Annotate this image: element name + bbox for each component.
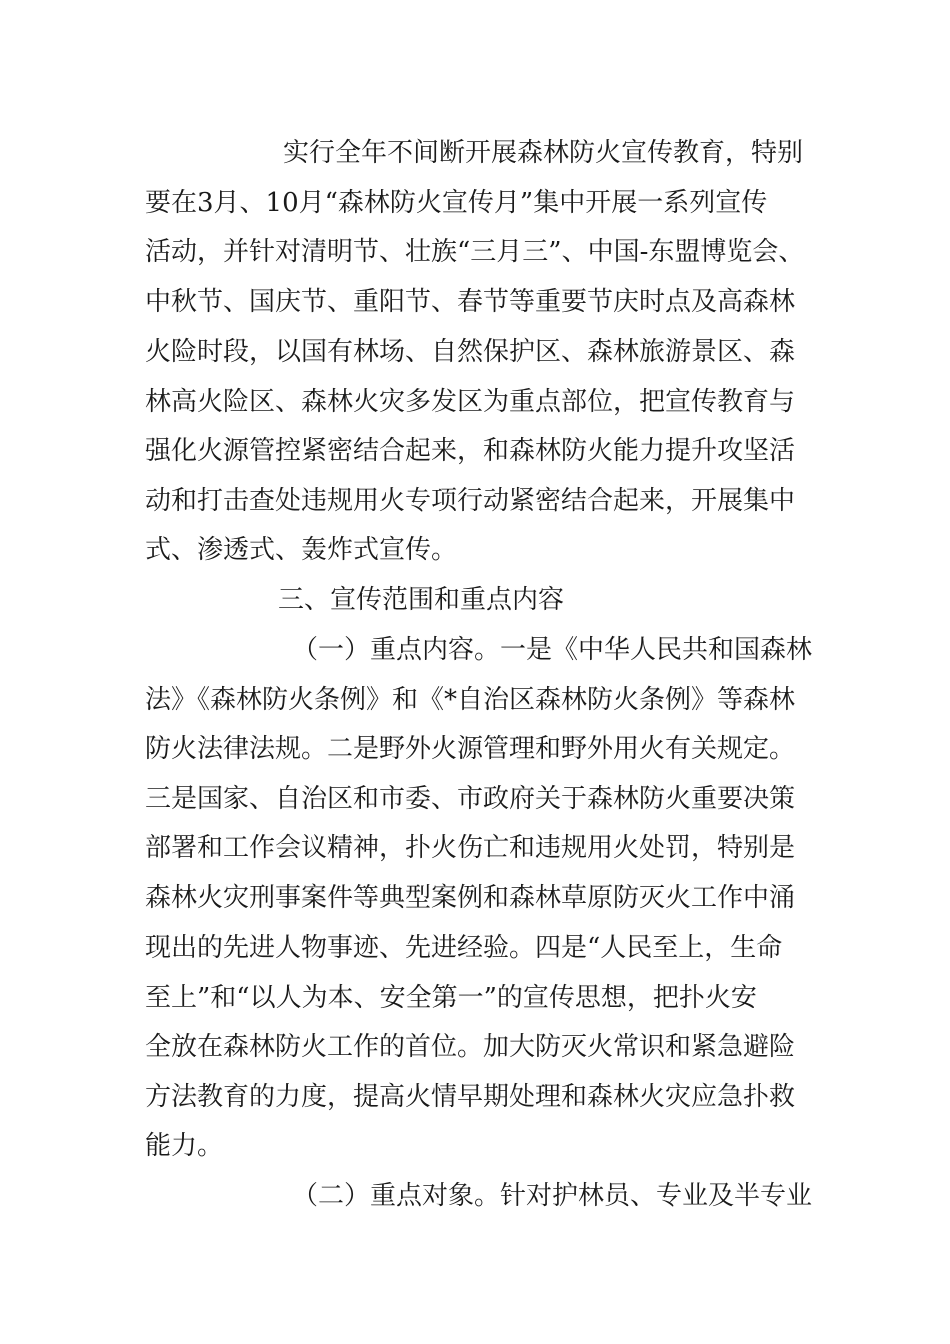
- paragraph-line: 至上”和“以人为本、安全第一”的宣传思想，把扑火安: [145, 983, 757, 1013]
- paragraph-line: 方法教育的力度，提高火情早期处理和森林火灾应急扑救: [145, 1082, 796, 1112]
- paragraph-line: 全放在森林防火工作的首位。加大防灭火常识和紧急避险: [145, 1032, 796, 1062]
- paragraph-line: （一）重点内容。一是《中华人民共和国森林: [292, 635, 813, 665]
- section-heading: 三、宣传范围和重点内容: [278, 585, 565, 615]
- paragraph-line: 要在3月、10月“森林防火宣传月”集中开展一系列宣传: [145, 188, 768, 218]
- paragraph-line: 火险时段，以国有林场、自然保护区、森林旅游景区、森: [145, 337, 796, 367]
- paragraph-line: 动和打击查处违规用火专项行动紧密结合起来，开展集中: [145, 486, 796, 516]
- paragraph-line: 三是国家、自治区和市委、市政府关于森林防火重要决策: [145, 784, 796, 814]
- paragraph-line: 实行全年不间断开展森林防火宣传教育，特别: [283, 138, 804, 168]
- paragraph-line: 中秋节、国庆节、重阳节、春节等重要节庆时点及高森林: [145, 287, 796, 317]
- paragraph-line: 能力。: [145, 1131, 224, 1161]
- paragraph-line: 强化火源管控紧密结合起来，和森林防火能力提升攻坚活: [145, 436, 796, 466]
- paragraph-line: （二）重点对象。针对护林员、专业及半专业: [292, 1181, 813, 1211]
- paragraph-line: 法》《森林防火条例》和《*自治区森林防火条例》等森林: [145, 685, 796, 715]
- paragraph-line: 活动，并针对清明节、壮族“三月三”、中国-东盟博览会、: [145, 237, 805, 267]
- paragraph-line: 防火法律法规。二是野外火源管理和野外用火有关规定。: [145, 734, 796, 764]
- paragraph-line: 林高火险区、森林火灾多发区为重点部位，把宣传教育与: [145, 387, 796, 417]
- paragraph-line: 式、渗透式、轰炸式宣传。: [145, 535, 458, 565]
- paragraph-line: 现出的先进人物事迹、先进经验。四是“人民至上，生命: [145, 933, 783, 963]
- paragraph-line: 森林火灾刑事案件等典型案例和森林草原防灭火工作中涌: [145, 883, 796, 913]
- paragraph-line: 部署和工作会议精神，扑火伤亡和违规用火处罚，特别是: [145, 833, 796, 863]
